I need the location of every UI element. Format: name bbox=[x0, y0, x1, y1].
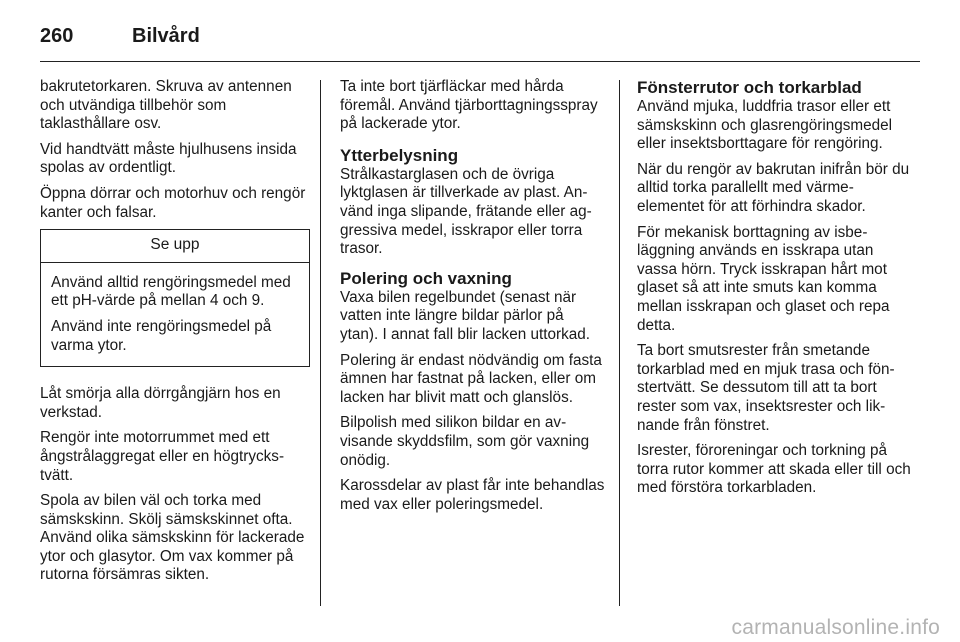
warning-body bbox=[41, 263, 309, 366]
paragraph: Bilpolish med silikon bildar en avvisande skyddsfilm, som gör vaxning onödig. bbox=[340, 414, 590, 469]
section-windows-wipers bbox=[637, 78, 912, 498]
page-title: Bilvård bbox=[132, 24, 200, 47]
paragraph: Använd mjuka, luddfria trasor eller ett sämskskinn och glasrengöringsmedel eller insektsborttagare för rengöring. bbox=[637, 98, 893, 153]
header-rule bbox=[40, 61, 920, 62]
column-divider-2 bbox=[619, 80, 620, 606]
paragraph: Polering är endast nödvändig om fasta ämnen har fastnat på lacken, eller om lacken har blivit matt och glanslös. bbox=[340, 351, 602, 406]
page-number: 260 bbox=[40, 24, 74, 47]
paragraph: Vid handtvätt måste hjulhusens insida spolas av ordentligt. bbox=[40, 140, 297, 177]
paragraph: Spola av bilen väl och torka med sämskskinn. Skölj sämskskinnet ofta. Använd olika sämskskinn för lackerade ytor och glasytor. Om vax kommer på rutorna försämras sikten. bbox=[40, 492, 305, 584]
warning-box bbox=[40, 229, 310, 367]
section-heading: Ytterbelysning bbox=[340, 145, 459, 165]
paragraph: När du rengör av bakrutan inifrån bör du alltid torka parallellt med värmeelementet för att förhindra skador. bbox=[637, 160, 910, 215]
paragraph: Strålkastarglasen och de övriga lyktglasen är tillverkade av plast. Använd inga slipande, frätande eller aggressiva medel, isskrapor eller torra trasor. bbox=[340, 165, 592, 258]
column-3 bbox=[637, 78, 912, 506]
paragraph: Karossdelar av plast får inte behandlas med vax eller poleringsmedel. bbox=[340, 477, 605, 513]
paragraph: Vaxa bilen regelbundet (senast när vatten inte längre bildar pärlor på ytan). I annat fall blir lacken uttorkad. bbox=[340, 288, 590, 343]
paragraph: Isrester, föroreningar och torkning på torra rutor kommer att skada eller till och med förstöra torkarbladen. bbox=[637, 442, 911, 497]
warning-text: Använd alltid rengöringsmedel med ett pH-värde på mellan 4 och 9. bbox=[51, 273, 291, 310]
section-exterior-lighting bbox=[340, 146, 606, 259]
page-header bbox=[40, 20, 200, 52]
section-heading: Polering och vaxning bbox=[340, 268, 512, 288]
paragraph: Ta bort smutsrester från smetande torkarblad med en mjuk trasa och fönstertvätt. Se dessutom till att ta bort rester som vax, insektsrester och liknande från fönstret. bbox=[637, 342, 895, 434]
section-polishing-waxing bbox=[340, 269, 606, 515]
column-2 bbox=[340, 78, 606, 524]
warning-text: Använd inte rengöringsmedel på varma ytor. bbox=[51, 317, 272, 354]
paragraph: bakrutetorkaren. Skruva av antennen och utvändiga tillbehör som taklasthållare osv. bbox=[40, 78, 292, 133]
paragraph: För mekanisk borttagning av isbeläggning används en isskrapa utan vassa hörn. Tryck isskrapan hårt mot glaset så att inte smuts kan komma mellan isskrapan och glaset och repa detta. bbox=[637, 223, 890, 334]
paragraph: Öppna dörrar och motorhuv och rengör kanter och falsar. bbox=[40, 184, 306, 221]
warning-heading: Se upp bbox=[41, 230, 309, 263]
paragraph: Rengör inte motorrummet med ett ångstrålaggregat eller en högtryckstvätt. bbox=[40, 429, 285, 484]
section-heading: Fönsterrutor och torkarblad bbox=[637, 78, 862, 97]
watermark-text: carmanualsonline.info bbox=[731, 616, 940, 639]
column-1 bbox=[40, 78, 310, 592]
paragraph: Ta inte bort tjärfläckar med hårda föremål. Använd tjärborttagningsspray på lackerade ytor. bbox=[340, 78, 598, 133]
column-divider-1 bbox=[320, 80, 321, 606]
paragraph: Låt smörja alla dörrgångjärn hos en verkstad. bbox=[40, 385, 281, 421]
